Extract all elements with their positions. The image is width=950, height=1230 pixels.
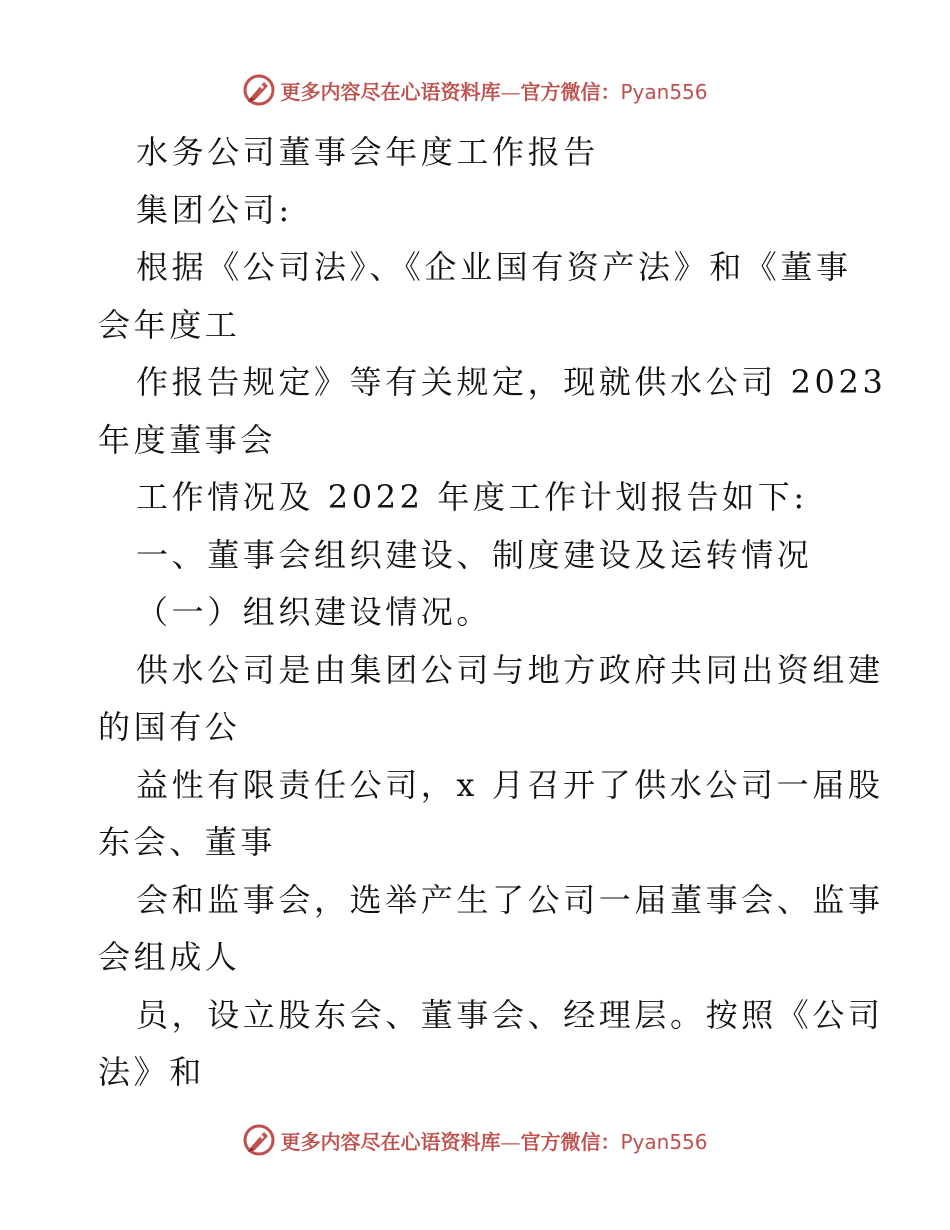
- paragraph-line: 益性有限责任公司，x 月召开了供水公司一届股: [136, 765, 884, 804]
- paragraph-line: 法》和: [98, 1053, 205, 1091]
- document-body: [98, 124, 898, 1102]
- paragraph-line: 集团公司:: [136, 190, 293, 229]
- banner-text: [280, 1126, 707, 1155]
- banner-wechat-label: 官方微信：: [520, 1129, 621, 1154]
- paragraph-line: 供水公司是由集团公司与地方政府共同出资组建: [136, 650, 884, 689]
- footer-banner: [0, 1120, 950, 1160]
- banner-wechat-id: Pyan556: [620, 1129, 708, 1154]
- banner-text: [280, 76, 707, 105]
- paragraph-line: 年度董事会: [98, 420, 277, 459]
- banner-dash: —: [500, 79, 521, 104]
- paragraph-line: 作报告规定》等有关规定，现就供水公司 2023: [136, 363, 887, 401]
- paragraph-line: 根据《公司法》、《企业国有资产法》和《董事: [136, 248, 852, 286]
- paragraph-line: 会年度工: [98, 305, 241, 344]
- pen-nib-logo-icon: [242, 73, 276, 107]
- banner-wechat-id: Pyan556: [620, 79, 708, 104]
- header-banner: [0, 70, 950, 110]
- banner-main-text: 更多内容尽在心语资料库: [280, 1129, 501, 1154]
- paragraph-line: 会和监事会，选举产生了公司一届董事会、监事: [136, 880, 884, 919]
- paragraph-line: 工作情况及 2022 年度工作计划报告如下:: [136, 478, 808, 516]
- paragraph-line: 的国有公: [98, 708, 241, 746]
- paragraph-line: 一、董事会组织建设、制度建设及运转情况: [136, 535, 813, 574]
- banner-wechat-label: 官方微信：: [520, 79, 621, 104]
- paragraph-line: 会组成人: [98, 938, 241, 976]
- banner-dash: —: [500, 1129, 521, 1154]
- paragraph-line: 东会、董事: [98, 823, 277, 861]
- paragraph-line: 水务公司董事会年度工作报告: [136, 133, 599, 171]
- banner-main-text: 更多内容尽在心语资料库: [280, 79, 501, 104]
- paragraph-line: 员，设立股东会、董事会、经理层。按照《公司: [136, 995, 884, 1034]
- pen-nib-logo-icon: [242, 1123, 276, 1157]
- paragraph-line: （一）组织建设情况。: [136, 593, 493, 631]
